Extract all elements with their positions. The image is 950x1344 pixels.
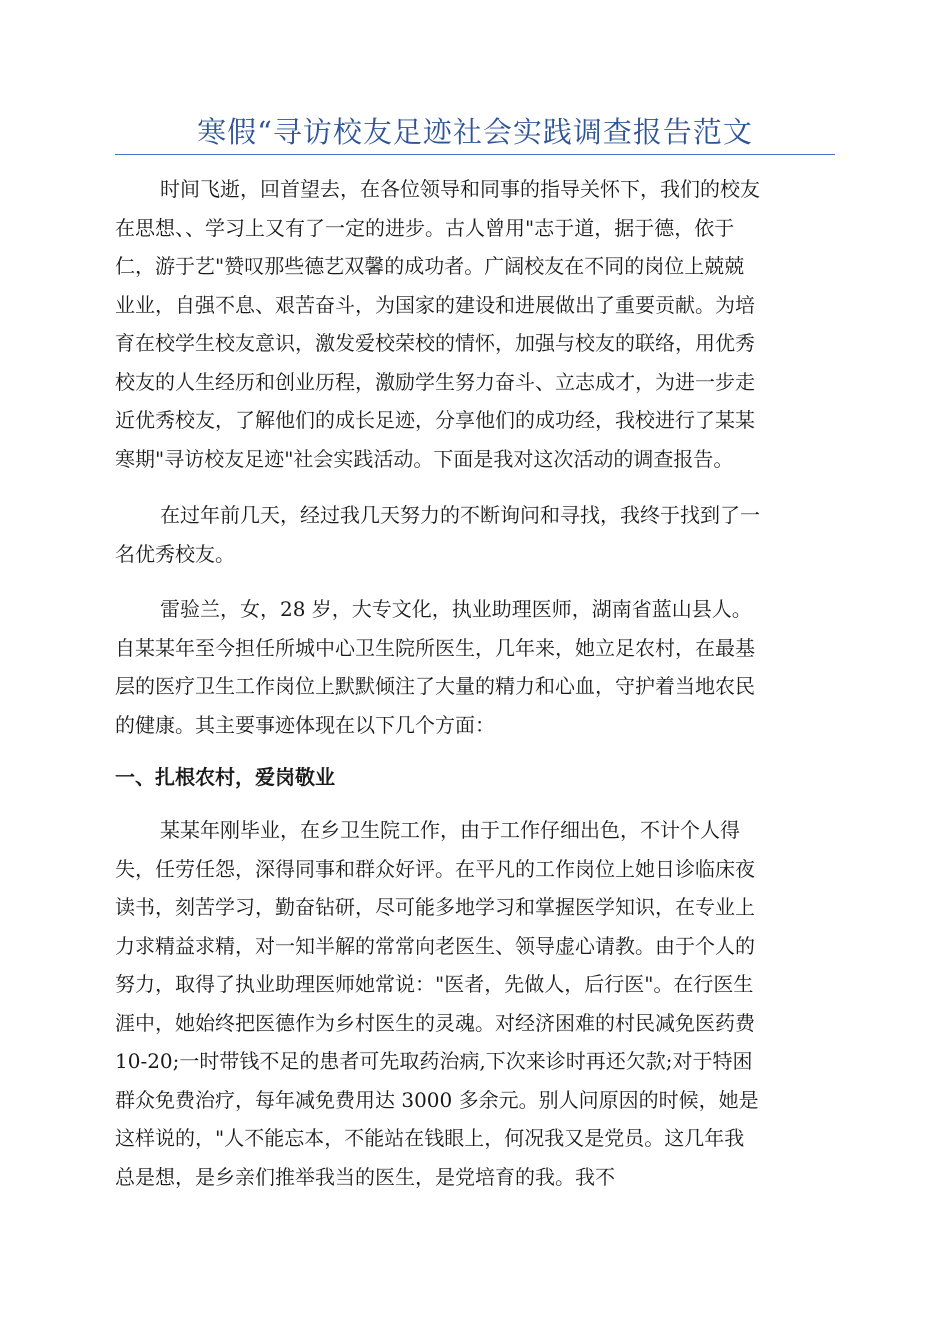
paragraph-line: 总是想，是乡亲们推举我当的医生，是党培育的我。我不 <box>115 1164 615 1189</box>
paragraph-line: 仁，游于艺"赞叹那些德艺双馨的成功者。广阔校友在不同的岗位上兢兢 <box>115 254 745 278</box>
paragraph-line: 力求精益求精，对一知半解的常常向老医生、领导虚心请教。由于个人的 <box>115 933 755 958</box>
paragraph-line: 涯中，她始终把医德作为乡村医生的灵魂。对经济困难的村民减免医药费 <box>115 1010 755 1035</box>
paragraph-line: 层的医疗卫生工作岗位上默默倾注了大量的精力和心血，守护着当地农民 <box>115 674 755 698</box>
paragraph-line: 自某某年至今担任所城中心卫生院所医生，几年来，她立足农村，在最基 <box>115 635 755 660</box>
section-heading: 一、扎根农村，爱岗敬业 <box>115 765 335 789</box>
paragraph-intro <box>115 170 837 478</box>
paragraph-line: 读书，刻苦学习，勤奋钻研，尽可能多地学习和掌握医学知识，在专业上 <box>115 895 755 919</box>
paragraph-line: 近优秀校友，了解他们的成长足迹，分享他们的成功经，我校进行了某某 <box>115 408 755 432</box>
paragraph-profile <box>115 590 837 744</box>
paragraph-line: 寒期"寻访校友足迹"社会实践活动。下面是我对这次活动的调查报告。 <box>115 446 734 471</box>
paragraph-line: 雷验兰，女，28 岁，大专文化，执业助理医师，湖南省蓝山县人。 <box>160 597 752 621</box>
paragraph-search <box>115 496 837 573</box>
document-title: 寒假“寻访校友足迹社会实践调查报告范文 <box>197 115 753 149</box>
paragraph-line: 名优秀校友。 <box>115 541 235 566</box>
paragraph-section-body <box>115 811 837 1196</box>
paragraph-line: 失，任劳任怨，深得同事和群众好评。在平凡的工作岗位上她日诊临床夜 <box>115 856 755 881</box>
paragraph-line: 某某年刚毕业，在乡卫生院工作，由于工作仔细出色，不计个人得 <box>160 818 740 842</box>
paragraph-line: 群众免费治疗，每年减免费用达 3000 多余元。别人问原因的时候，她是 <box>115 1087 759 1112</box>
paragraph-line: 努力，取得了执业助理医师她常说："医者，先做人，后行医"。在行医生 <box>115 972 754 996</box>
paragraph-line: 在思想、、学习上又有了一定的进步。古人曾用"志于道，据于德，依于 <box>115 215 735 240</box>
paragraph-line: 10-20;一时带钱不足的患者可先取药治病,下次来诊时再还欠款;对于特困 <box>115 1049 753 1073</box>
paragraph-line: 时间飞逝，回首望去，在各位领导和同事的指导关怀下，我们的校友 <box>160 177 760 201</box>
paragraph-line: 的健康。其主要事迹体现在以下几个方面： <box>115 712 495 737</box>
title-underline-divider <box>115 154 835 155</box>
paragraph-line: 育在校学生校友意识，激发爱校荣校的情怀，加强与校友的联络，用优秀 <box>115 331 755 355</box>
paragraph-line: 这样说的，"人不能忘本，不能站在钱眼上，何况我又是党员。这几年我 <box>115 1126 745 1150</box>
paragraph-line: 校友的人生经历和创业历程，激励学生努力奋斗、立志成才，为进一步走 <box>115 369 755 394</box>
paragraph-line: 在过年前几天，经过我几天努力的不断询问和寻找，我终于找到了一 <box>160 503 760 527</box>
paragraph-line: 业业，自强不息、艰苦奋斗，为国家的建设和进展做出了重要贡献。为培 <box>115 292 755 317</box>
